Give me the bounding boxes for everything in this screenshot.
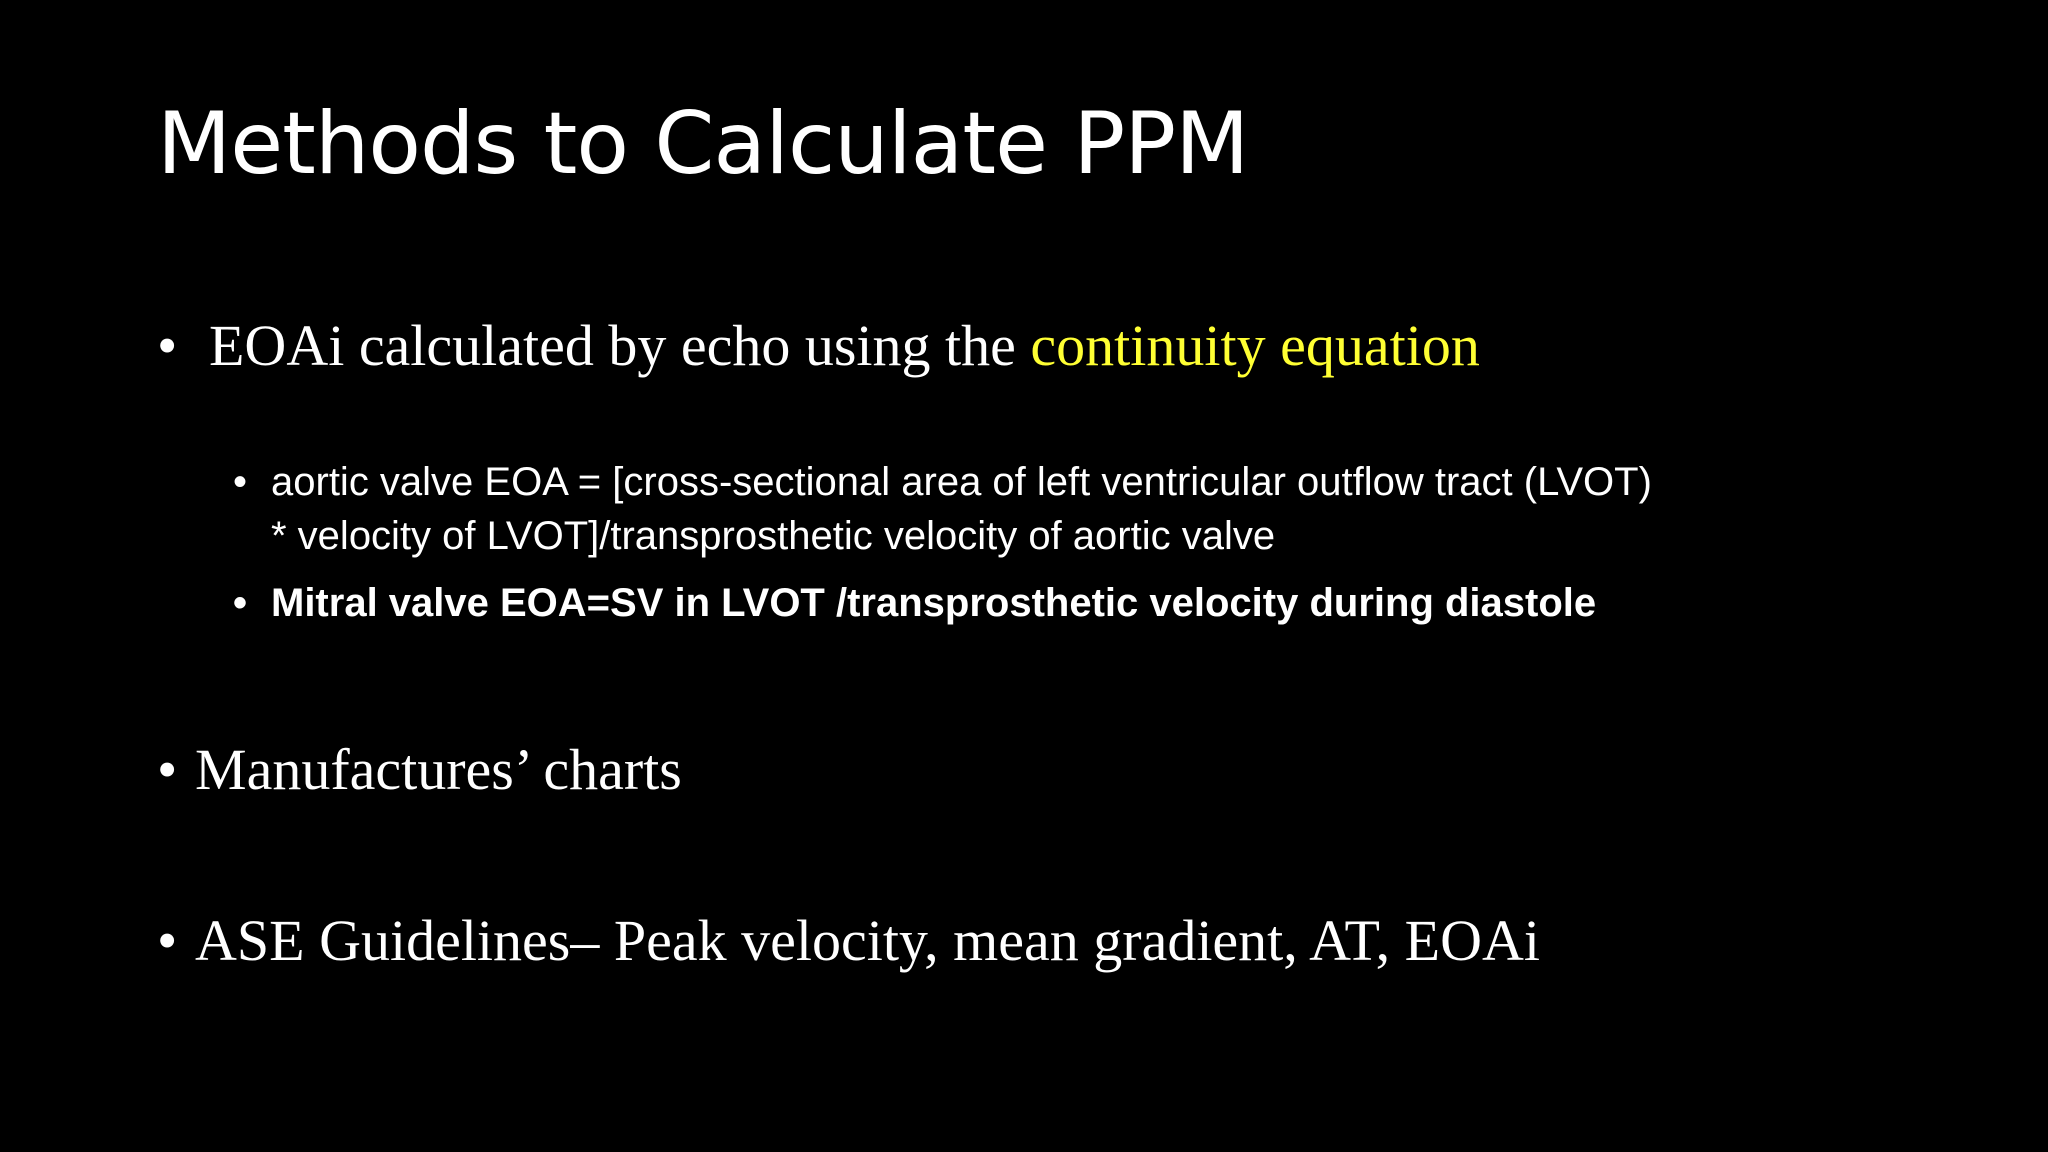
bullet-marker: • bbox=[157, 737, 178, 802]
bullet-eoai-text bbox=[209, 312, 1480, 380]
sub-bullet-aortic-line2: * velocity of LVOT]/transprosthetic velocity of aortic valve bbox=[271, 514, 1276, 558]
bullet-marker: • bbox=[157, 908, 178, 973]
sub-bullet-mitral-text: Mitral valve EOA=SV in LVOT /transprosthetic velocity during diastole bbox=[271, 581, 1597, 625]
bullet-eoai-plain: EOAi calculated by echo using the bbox=[209, 313, 1016, 378]
bullet-ase-text: ASE Guidelines– Peak velocity, mean gradient, AT, EOAi bbox=[195, 908, 1540, 973]
bullet-marker: • bbox=[157, 313, 178, 378]
bullet-eoai-highlight: continuity equation bbox=[1030, 313, 1480, 378]
bullet-manufacturers-text: Manufactures’ charts bbox=[195, 737, 682, 802]
sub-bullet-aortic-line1: aortic valve EOA = [cross-sectional area of left ventricular outflow tract (LVOT) bbox=[271, 460, 1652, 504]
sub-bullet-marker: • bbox=[233, 460, 248, 504]
sub-bullet-marker: • bbox=[233, 581, 248, 625]
slide-title: Methods to Calculate PPM bbox=[157, 94, 1249, 194]
